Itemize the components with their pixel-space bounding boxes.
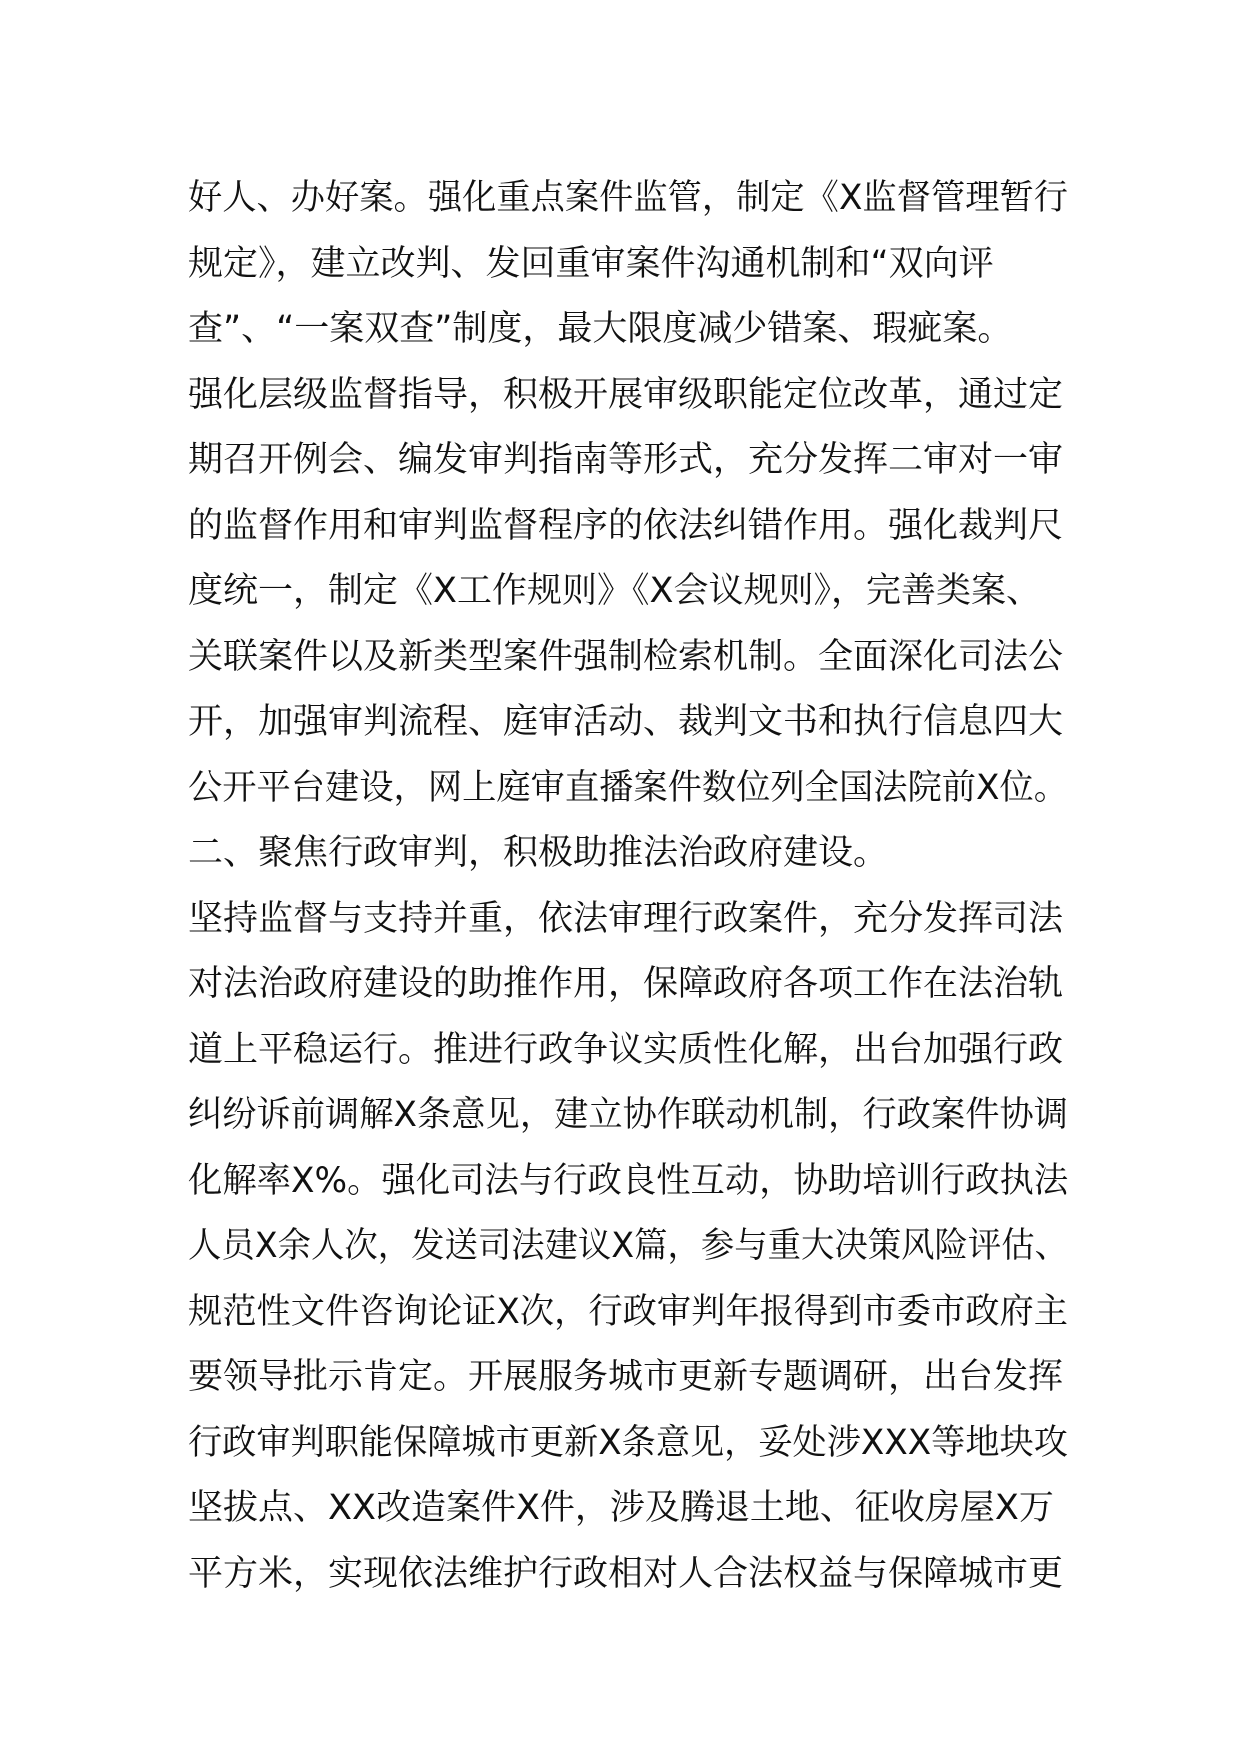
text-line: 期召开例会、编发审判指南等形式，充分发挥二审对一审 (188, 440, 1064, 480)
text-line: 化解率X%。强化司法与行政良性互动，协助培训行政执法 (188, 1160, 1069, 1201)
text-line: 对法治政府建设的助推作用，保障政府各项工作在法治轨 (188, 964, 1064, 1004)
text-line: 关联案件以及新类型案件强制检索机制。全面深化司法公 (188, 636, 1064, 677)
text-line: 度统一，制定《X工作规则》《X会议规则》，完善类案、 (188, 571, 1041, 611)
text-line: 公开平台建设，网上庭审直播案件数位列全国法院前X位。 (188, 767, 1068, 808)
text-line: 道上平稳运行。推进行政争议实质性化解，出台加强行政 (188, 1029, 1064, 1070)
text-line: 规定》，建立改判、发回重审案件沟通机制和“双向评 (188, 243, 994, 284)
text-line: 纠纷诉前调解X条意见，建立协作联动机制，行政案件协调 (188, 1095, 1068, 1135)
text-line: 平方米，实现依法维护行政相对人合法权益与保障城市更 (188, 1553, 1064, 1594)
text-line: 查”、“一案双查”制度，最大限度减少错案、瑕疵案。 (188, 309, 1013, 349)
section-heading: 二、聚焦行政审判，积极助推法治政府建设。 (188, 833, 889, 873)
text-line: 开，加强审判流程、庭审活动、裁判文书和执行信息四大 (188, 702, 1064, 742)
text-line: 人员X余人次，发送司法建议X篇，参与重大决策风险评估、 (188, 1226, 1068, 1266)
text-line: 的监督作用和审判监督程序的依法纠错作用。强化裁判尺 (188, 505, 1064, 546)
text-line: 好人、办好案。强化重点案件监管，制定《X监督管理暂行 (188, 178, 1068, 218)
text-line: 要领导批示肯定。开展服务城市更新专题调研，出台发挥 (188, 1357, 1064, 1397)
body-text (188, 166, 1068, 1607)
text-line: 强化层级监督指导，积极开展审级职能定位改革，通过定 (188, 374, 1064, 415)
text-line: 坚持监督与支持并重，依法审理行政案件，充分发挥司法 (188, 898, 1064, 939)
text-line: 规范性文件咨询论证X次，行政审判年报得到市委市政府主 (188, 1291, 1068, 1332)
text-line: 行政审判职能保障城市更新X条意见，妥处涉XXX等地块攻 (188, 1422, 1068, 1463)
text-line: 坚拔点、XX改造案件X件，涉及腾退土地、征收房屋X万 (188, 1488, 1054, 1528)
